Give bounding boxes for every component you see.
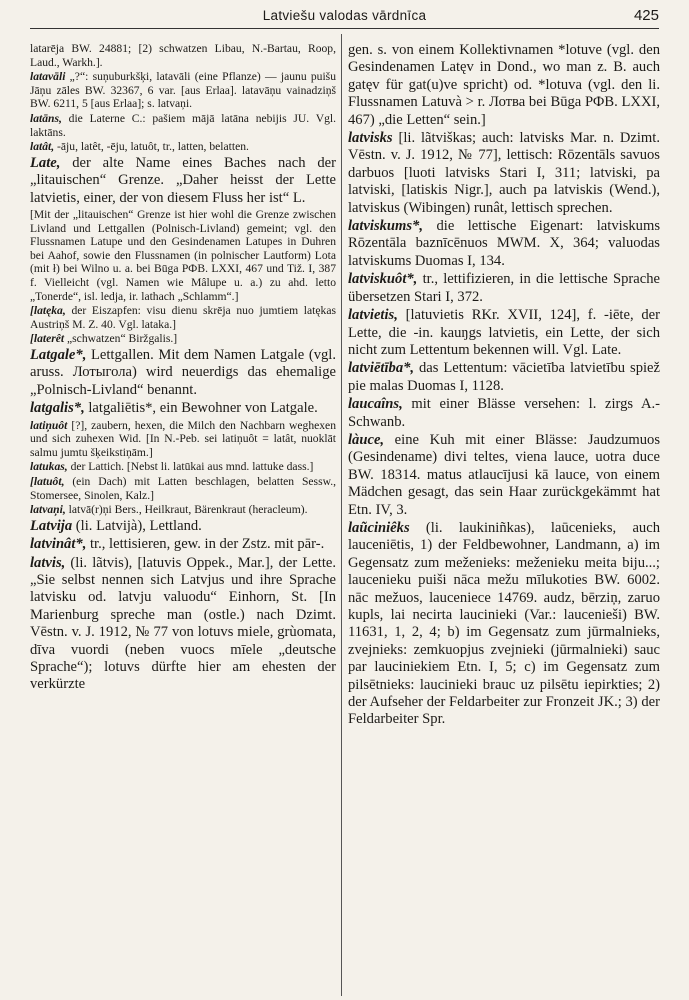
headword: [latęka, — [30, 304, 66, 318]
entry-text: (li. lãtvis), [latuvis Oppek., Mar.], der Lette. „Sie selbst nennen sich Latvjus und ihre Sprache latvisku od. latvju valuodu“ Einhorn, St. [In Marienburg spreche man (ostle.) nach Dzimt. Vēstn. v. J. 1912, № 77 von lotuvs miele, grùomata, dīva vuordi (neben vuocs mīele „deutsche Sprache“); lotuvs dürfte hier am ehesten der verkürzte — [30, 554, 336, 693]
entry-text: der alte Name eines Baches nach der „litauischen“ Grenze. „Daher heisst der Lette latvietis, einer, der von diesem Fluss her ist“ L. — [30, 154, 336, 206]
entry-text: eine Kuh mit einer Blässe: Jaudzumuos (Gesindename) divi teltes, viena lauce, uotra duce BW. 18314. matus atlaucījusi kā lauce, von einem Mädchen gesagt, das sein Haar zurückgekämmt hat Etn. IV, 3. — [348, 431, 660, 518]
entry-text: (ein Dach) mit Latten beschlagen, belatten Sessw., Stomersee, Sinolen, Kalz.] — [30, 474, 336, 502]
dictionary-entry — [30, 503, 336, 517]
entry-text: Lettgallen. Mit dem Namen Latgale (vgl. aruss. Лотыгола) wird neuerdigs das ehemalige „Polnisch-Livland“ benannt. — [30, 346, 336, 398]
dictionary-entry — [30, 400, 336, 417]
running-header — [30, 6, 659, 29]
headword: Latgale*, — [30, 346, 87, 363]
dictionary-entry — [30, 475, 336, 502]
entry-text: [latuvietis RKr. XVII, 124], f. -iēte, der Lette, die -in. kauŋgs latvietis, ein Lette, der sich nicht zum Lettentum bekennen will. Vgl. Late. — [348, 307, 660, 358]
entry-text: „schwatzen“ Biržgalis.] — [64, 332, 178, 346]
dictionary-entry — [30, 555, 336, 694]
headword: latāns, — [30, 111, 62, 125]
dictionary-entry — [30, 518, 336, 535]
dictionary-entry — [348, 432, 660, 519]
entry-text: [Mit der „litauischen“ Grenze ist hier wohl die Grenze zwischen Livland und Lettgallen (Polnisch-Livland) gemeint; vgl. den Flussnamen Latupe und den Gesindenamen Latupes in Duhren bei Aahof, sowie den Flussnamen (in polnischer Lautform) Lota (mit ł) bei Wilno u. a. bei Būga РФВ. LXXI, 467 und Tiž. I, 387 f. Vielleicht (vgl. Namen wie Mâlupe u. a.) zu ahd. letto „Tonerde“, isl. ledja, ir. lathach „Schlamm“.] — [30, 207, 336, 303]
entry-text: mit einer Blässe versehen: l. zirgs A.-Schwanb. — [348, 396, 660, 430]
dictionary-entry — [348, 271, 660, 306]
dictionary-entry — [30, 112, 336, 139]
headword: latvisks — [348, 130, 393, 147]
entry-text: der Eiszapfen: visu dienu skrēja nuo jumtiem latękas Austriņš M. Z. 40. Vgl. lataka.] — [30, 304, 336, 331]
headword: làuce, — [348, 431, 385, 448]
dictionary-entry — [348, 307, 660, 359]
headword: latviskums*, — [348, 218, 424, 235]
entry-text: (li. laukiniñkas), laūcenieks, auch lauceniētis, 1) der Feldbewohner, Landmann, a) im Gegensatz zum meženieks: meženieku meita biju...; laucenieku puiši nāca mežu mīlukoties BW. 6002. nāc mežuos, laucenieсе 14769. audz, bērziņ, zaruo kupls, lai necirta laucinieki (Var.: laucenieši) BW. 11631, 1, 2, 4; b) im Gegensatz zum jūrmalnieks, zvejnieks: zemkuopjus zvejnieki (jūrmalnieki) sauc par lauciniekiem Etn. I, 5; c) im Gegensatz zum pilsētnieks: laucinieki brauc uz pilsētu iepirkties; 2) der Aufseher der Feldarbeiter zur Fronzeit JK.; 3) der Feldarbeiter Spr. — [348, 519, 660, 728]
headword: latvaņi, — [30, 503, 66, 517]
page-title: Latviešu valodas vārdnīca — [262, 8, 427, 23]
dictionary-entry — [30, 42, 336, 69]
entry-text: [?], zaubern, hexen, die Milch den Nachbarn weghexen und sich zuhexen Wid. [In N.-Peb. sei latiņuôt = latât, nuoklāt salmu jumtu šķeikstiņām.] — [30, 418, 336, 459]
dictionary-entry — [30, 419, 336, 460]
headword: latiņuôt — [30, 418, 68, 432]
headword: laucaîns, — [348, 396, 403, 413]
headword: [laterêt — [30, 332, 65, 346]
entry-text: die lettische Eigenart: latviskums Rōzentāla baznīcēnuos MWM. X, 364; valuodas latviskums Duomas I, 134. — [348, 218, 660, 269]
left-column — [30, 42, 336, 994]
headword: [latuôt, — [30, 474, 65, 488]
entry-text: [li. lãtviškas; auch: latvisks Mar. n. Dzimt. Vēstn. v. J. 1912, № 77], lettisch: Rōzentāls savuos darbuos [luoti latvisks Stari I, 311; latviski, pa latviski, [latiskis Nigr.], auch pa latviskis (Wend.), latviskus (Wibingen) runât, lettisch sprechen. — [348, 130, 660, 216]
entry-text: gen. s. von einem Kollektivnamen *lotuve (vgl. den Gesindenamen Latęv in Dond., wo man z. B. auch gatęv für gat(u)ve spricht) od. *lotuva (vgl. den li. Flussnamen Latuvà > r. Лотва bei Būga РФВ. LXXI, 467) „die Letten“ sein.] — [348, 42, 660, 128]
entry-text: latarēja BW. 24881; [2) schwatzen Libau, N.-Bartau, Roop, Laud., Warkh.]. — [30, 42, 336, 69]
dictionary-entry — [348, 396, 660, 431]
headword: latât, — [30, 140, 55, 154]
dictionary-entry — [30, 304, 336, 331]
dictionary-entry — [348, 360, 660, 395]
dictionary-entry — [348, 520, 660, 729]
dictionary-entry — [30, 70, 336, 111]
headword: latvietis, — [348, 307, 398, 324]
entry-text: latgaliētis*, ein Bewohner von Latgale. — [84, 400, 318, 417]
entry-text: latvā(r)ņi Bers., Heilkraut, Bärenkraut (heracleum). — [65, 503, 308, 517]
headword: latvinât*, — [30, 536, 87, 553]
headword: latviskuôt*, — [348, 271, 418, 288]
entry-text: „?“: suņuburkšķi, latavāli (eine Pflanze) — jaunu puišu Jāņu zāles BW. 32367, 6 var. [aus Erlaa]. latavāņu vainadziņš BW. 6211, 5 [aus Erlaa]; s. latvaņi. — [30, 70, 336, 111]
entry-text: die Laterne C.: pašiem mājā latāna nebijis JU. Vgl. laktāns. — [30, 111, 336, 139]
entry-text: das Lettentum: vācietība latvietību spiež pie malas Duomas I, 1128. — [348, 360, 660, 394]
dictionary-entry — [30, 208, 336, 303]
dictionary-entry — [30, 347, 336, 399]
entry-text: tr., lettifizieren, in die lettische Sprache übersetzen Stari I, 372. — [348, 271, 660, 305]
dictionary-entry — [348, 130, 660, 217]
headword: latviētība*, — [348, 360, 415, 377]
page-number: 425 — [633, 7, 659, 24]
dictionary-entry — [30, 140, 336, 154]
right-column — [348, 42, 660, 994]
column-rule — [341, 34, 342, 996]
headword: latavāli — [30, 70, 66, 84]
headword: latvis, — [30, 554, 66, 571]
headword: latukas, — [30, 460, 68, 474]
dictionary-entry — [30, 332, 336, 346]
dictionary-entry — [348, 218, 660, 270]
headword: laũciniêks — [348, 519, 410, 536]
entry-text: der Lattich. [Nebst li. latūkai aus mnd. lattuke dass.] — [67, 460, 314, 474]
headword: latgalis*, — [30, 400, 85, 417]
dictionary-entry — [30, 460, 336, 474]
headword: Latvija — [30, 517, 73, 534]
dictionary-entry — [348, 42, 660, 129]
entry-text: (li. Latvijà), Lettland. — [72, 517, 202, 534]
entry-text: -āju, latêt, -ēju, latuôt, tr., latten, belatten. — [54, 140, 249, 154]
dictionary-entry — [30, 536, 336, 553]
headword: Late, — [30, 154, 61, 171]
dictionary-entry — [30, 155, 336, 207]
entry-text: tr., lettisieren, gew. in der Zstz. mit pār-. — [86, 536, 325, 553]
